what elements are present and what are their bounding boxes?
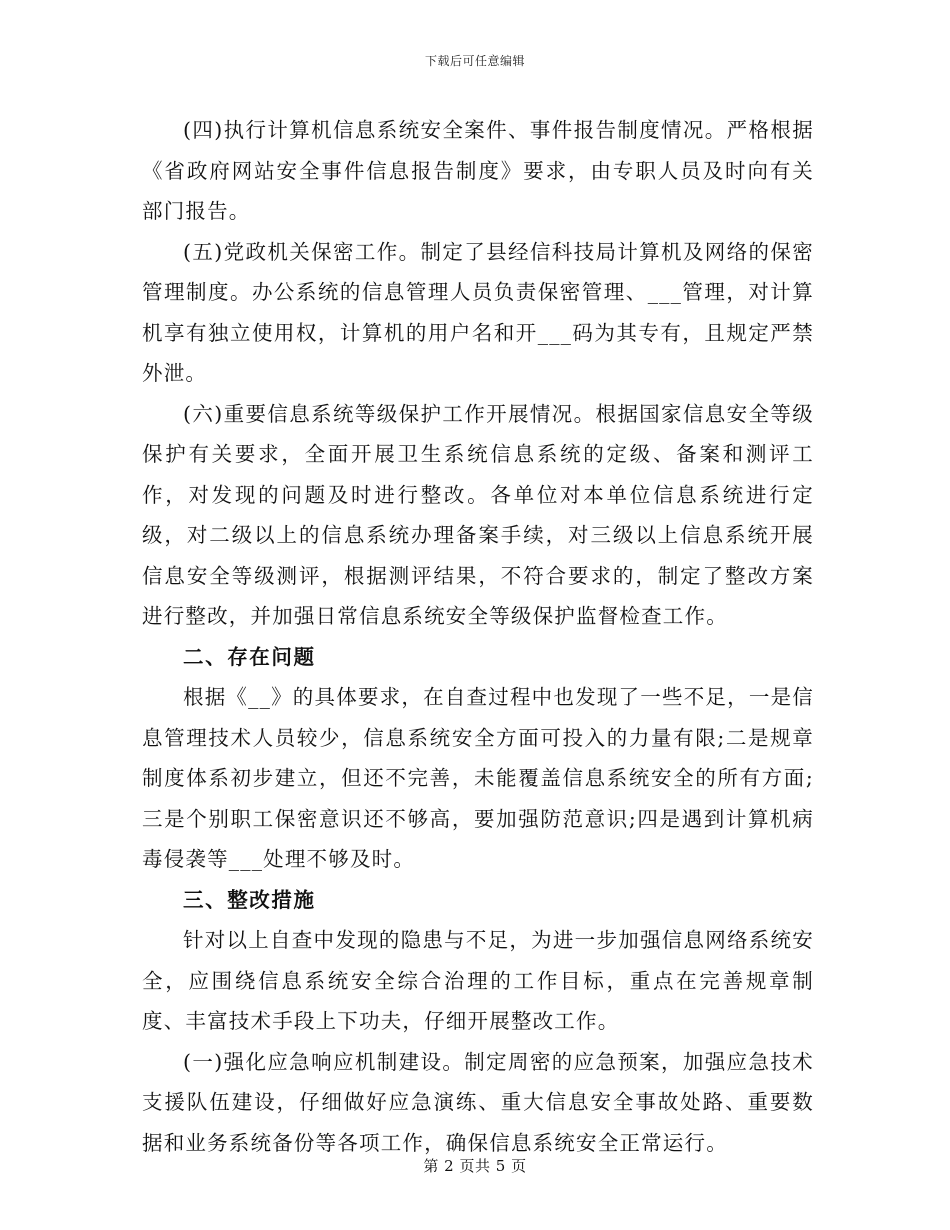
paragraph-emergency-response: (一)强化应急响应机制建设。制定周密的应急预案，加强应急技术支援队伍建设，仔细做好应急演练、重大信息安全事故处路、重要数据和业务系统备份等各项工作，确保信息系统安全正常运行。 — [142, 1049, 814, 1155]
section-heading-problems: 二、存在问题 — [183, 644, 316, 669]
paragraph-measures-intro: 针对以上自查中发现的隐患与不足，为进一步加强信息网络系统安全，应围绕信息系统安全综合治理的工作目标，重点在完善规章制度、丰富技术手段上下功夫，仔细开展整改工作。 — [142, 928, 814, 1033]
page-number: 第 2 页共 5 页 — [423, 1157, 527, 1175]
page-header: 下载后可任意编辑 — [424, 54, 525, 68]
section-heading-measures: 三、整改措施 — [183, 887, 316, 912]
paragraph-4-incident-reporting: (四)执行计算机信息系统安全案件、事件报告制度情况。严格根据《省政府网站安全事件信息报告制度》要求，由专职人员及时向有关部门报告。 — [142, 118, 814, 223]
paragraph-6-graded-protection: (六)重要信息系统等级保护工作开展情况。根据国家信息安全等级保护有关要求，全面开展卫生系统信息系统的定级、备案和测评工作，对发现的问题及时进行整改。各单位对本单位信息系统进行定级，对二级以上的信息系统办理备案手续，对三级以上信息系统开展信息安全等级测评，根据测评结果，不符合要求的，制定了整改方案进行整改，并加强日常信息系统安全等级保护监督检查工作。 — [142, 401, 814, 628]
document-body — [142, 110, 814, 1163]
paragraph-5-confidentiality: (五)党政机关保密工作。制定了县经信科技局计算机及网络的保密管理制度。办公系统的信息管理人员负责保密管理、___管理，对计算机享有独立使用权，计算机的用户名和开___码为其专有，且规定严禁外泄。 — [142, 239, 814, 385]
paragraph-problems: 根据《__》的具体要求，在自查过程中也发现了一些不足，一是信息管理技术人员较少，信息系统安全方面可投入的力量有限;二是规章制度体系初步建立，但还不完善，未能覆盖信息系统安全的所有方面;三是个别职工保密意识还不够高，要加强防范意识;四是遇到计算机病毒侵袭等___处理不够及时。 — [142, 685, 814, 871]
